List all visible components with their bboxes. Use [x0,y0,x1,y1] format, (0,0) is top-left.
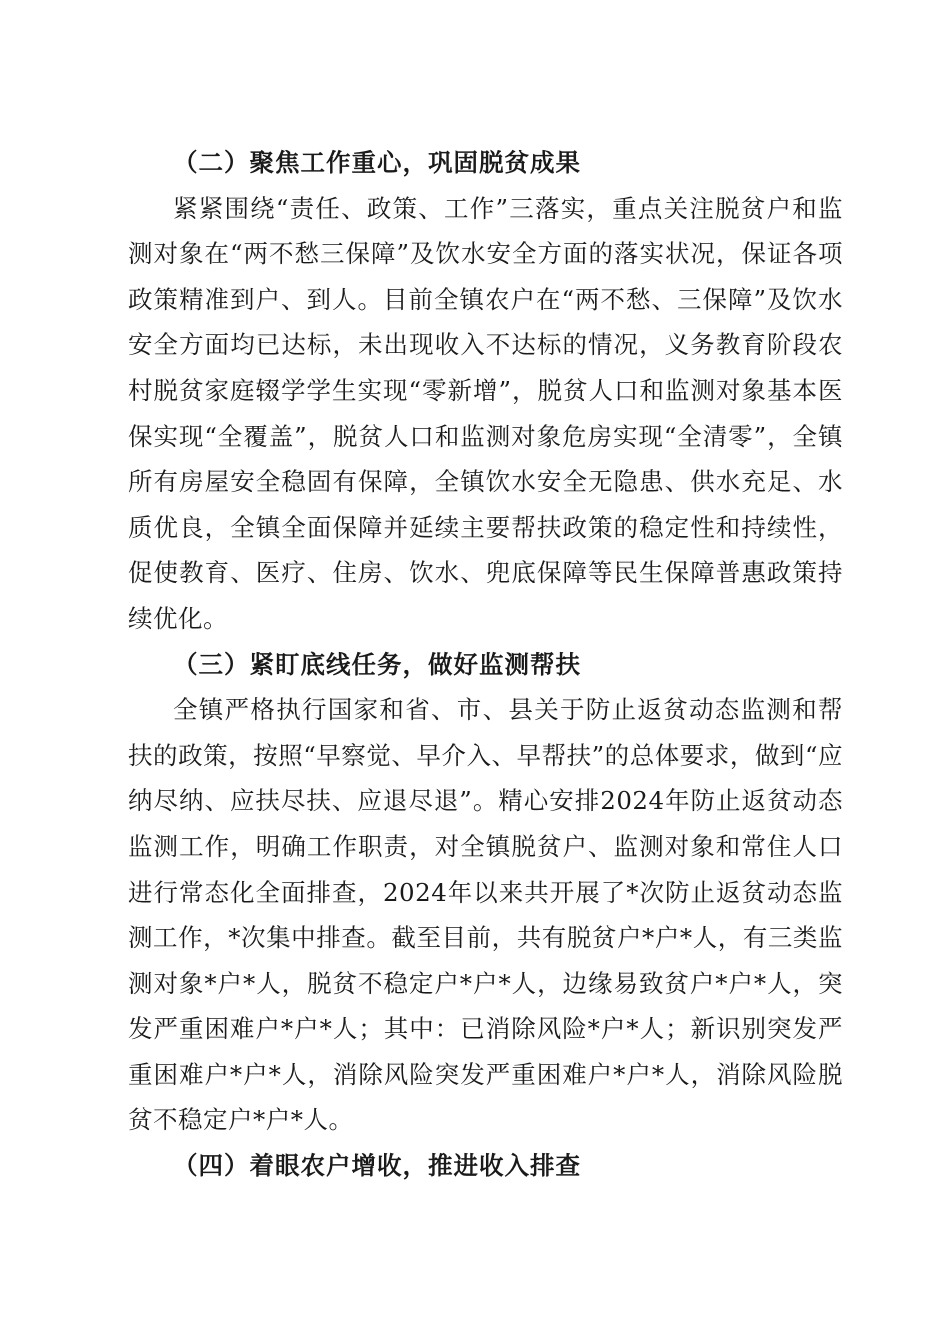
section-heading-4: （四）着眼农户增收，推进收入排查 [173,1151,581,1181]
section-heading-3: （三）紧盯底线任务，做好监测帮扶 [173,649,581,679]
section-heading-2: （二）聚焦工作重心，巩固脱贫成果 [173,148,581,177]
section-paragraph-3: 全镇严格执行国家和省、市、县关于防止返贫动态监测和帮扶的政策，按照“早察觉、早介入、早帮扶”的总体要求，做到“应纳尽纳、应扶尽扶、应退尽退”。精心安排2024年防止返贫动态监测工作，明确工作职责，对全镇脱贫户、监测对象和常住人口进行常态化全面排查，2024年以来共开展了*次防止返贫动态监测工作，*次集中排查。截至目前，共有脱贫户*户*人，有三类监测对象*户*人，脱贫不稳定户*户*人，边缘易致贫户*户*人，突发严重困难户*户*人；其中：已消除风险*户*人；新识别突发严重困难户*户*人，消除风险突发严重困难户*户*人，消除风险脱贫不稳定户*户*人。 [128,695,843,1135]
section-paragraph-2: 紧紧围绕“责任、政策、工作”三落实，重点关注脱贫户和监测对象在“两不愁三保障”及饮水安全方面的落实状况，保证各项政策精准到户、到人。目前全镇农户在“两不愁、三保障”及饮水安全方面均已达标，未出现收入不达标的情况，义务教育阶段农村脱贫家庭辍学学生实现“零新增”，脱贫人口和监测对象基本医保实现“全覆盖”，脱贫人口和监测对象危房实现“全清零”，全镇所有房屋安全稳固有保障，全镇饮水安全无隐患、供水充足、水质优良，全镇全面保障并延续主要帮扶政策的稳定性和持续性，促使教育、医疗、住房、饮水、兜底保障等民生保障普惠政策持续优化。 [128,193,843,633]
document-body [128,140,843,1189]
